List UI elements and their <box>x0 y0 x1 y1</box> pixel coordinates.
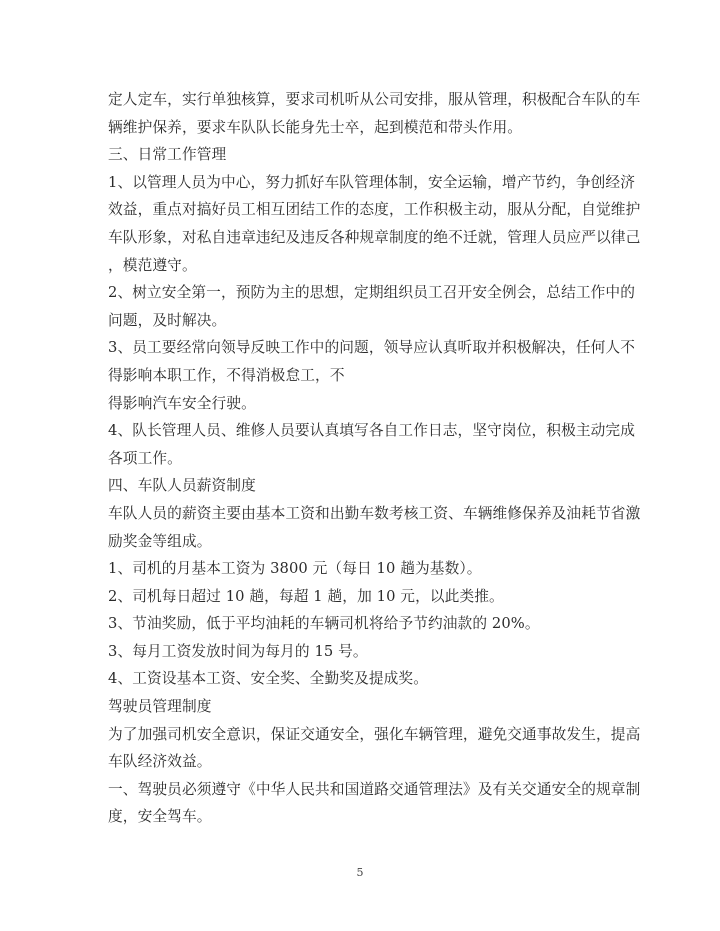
text-line: 为了加强司机安全意识，保证交通安全，强化车辆管理，避免交通事故发生，提高 <box>108 725 641 743</box>
text-line: 效益，重点对搞好员工相互团结工作的态度，工作积极主动，服从分配，自觉维护 <box>108 201 641 219</box>
text-line: 一、驾驶员必须遵守《中华人民共和国道路交通管理法》及有关交通安全的规章制 <box>108 780 641 798</box>
text-line: 定人定车，实行单独核算，要求司机听从公司安排，服从管理，积极配合车队的车 <box>108 91 641 108</box>
text-line: 励奖金等组成。 <box>108 532 212 550</box>
text-line: 度，安全驾车。 <box>108 808 212 826</box>
text-line: 1、以管理人员为中心，努力抓好车队管理体制，安全运输，增产节约，争创经济 <box>108 173 636 191</box>
text-line: 车队经济效益。 <box>108 753 212 771</box>
text-line: 2、树立安全第一，预防为主的思想，定期组织员工召开安全例会，总结工作中的 <box>108 284 636 302</box>
text-line: 3、节油奖励，低于平均油耗的车辆司机将给予节约油款的 20%。 <box>108 615 540 633</box>
text-line: 3、每月工资发放时间为每月的 15 号。 <box>108 642 368 660</box>
text-line: ，模范遵守。 <box>108 256 197 274</box>
text-line: 2、司机每日超过 10 趟，每超 1 趟，加 10 元，以此类推。 <box>108 587 504 605</box>
text-line: 车队人员的薪资主要由基本工资和出勤车数考核工资、车辆维修保养及油耗节省激 <box>108 504 641 522</box>
text-line: 四、车队人员薪资制度 <box>108 477 256 495</box>
text-line: 车队形象，对私自违章违纪及违反各种规章制度的绝不迁就，管理人员应严以律己 <box>108 228 641 246</box>
text-line: 得影响汽车安全行驶。 <box>108 394 256 412</box>
text-line: 辆维护保养，要求车队队长能身先士卒，起到模范和带头作用。 <box>108 118 523 136</box>
text-line: 4、工资设基本工资、安全奖、全勤奖及提成奖。 <box>108 670 428 688</box>
document-body <box>108 86 641 831</box>
text-line: 3、员工要经常向领导反映工作中的问题，领导应认真听取并积极解决，任何人不 <box>108 339 636 357</box>
text-line: 驾驶员管理制度 <box>108 698 212 716</box>
page-number: 5 <box>356 866 364 879</box>
text-line: 各项工作。 <box>108 449 182 467</box>
text-line: 得影响本职工作，不得消极怠工，不 <box>108 366 345 384</box>
text-line: 4、队长管理人员、维修人员要认真填写各自工作日志，坚守岗位，积极主动完成 <box>108 422 636 440</box>
text-line: 三、日常工作管理 <box>108 146 227 164</box>
text-line: 1、司机的月基本工资为 3800 元（每日 10 趟为基数）。 <box>108 560 482 578</box>
text-line: 问题，及时解决。 <box>108 311 227 329</box>
